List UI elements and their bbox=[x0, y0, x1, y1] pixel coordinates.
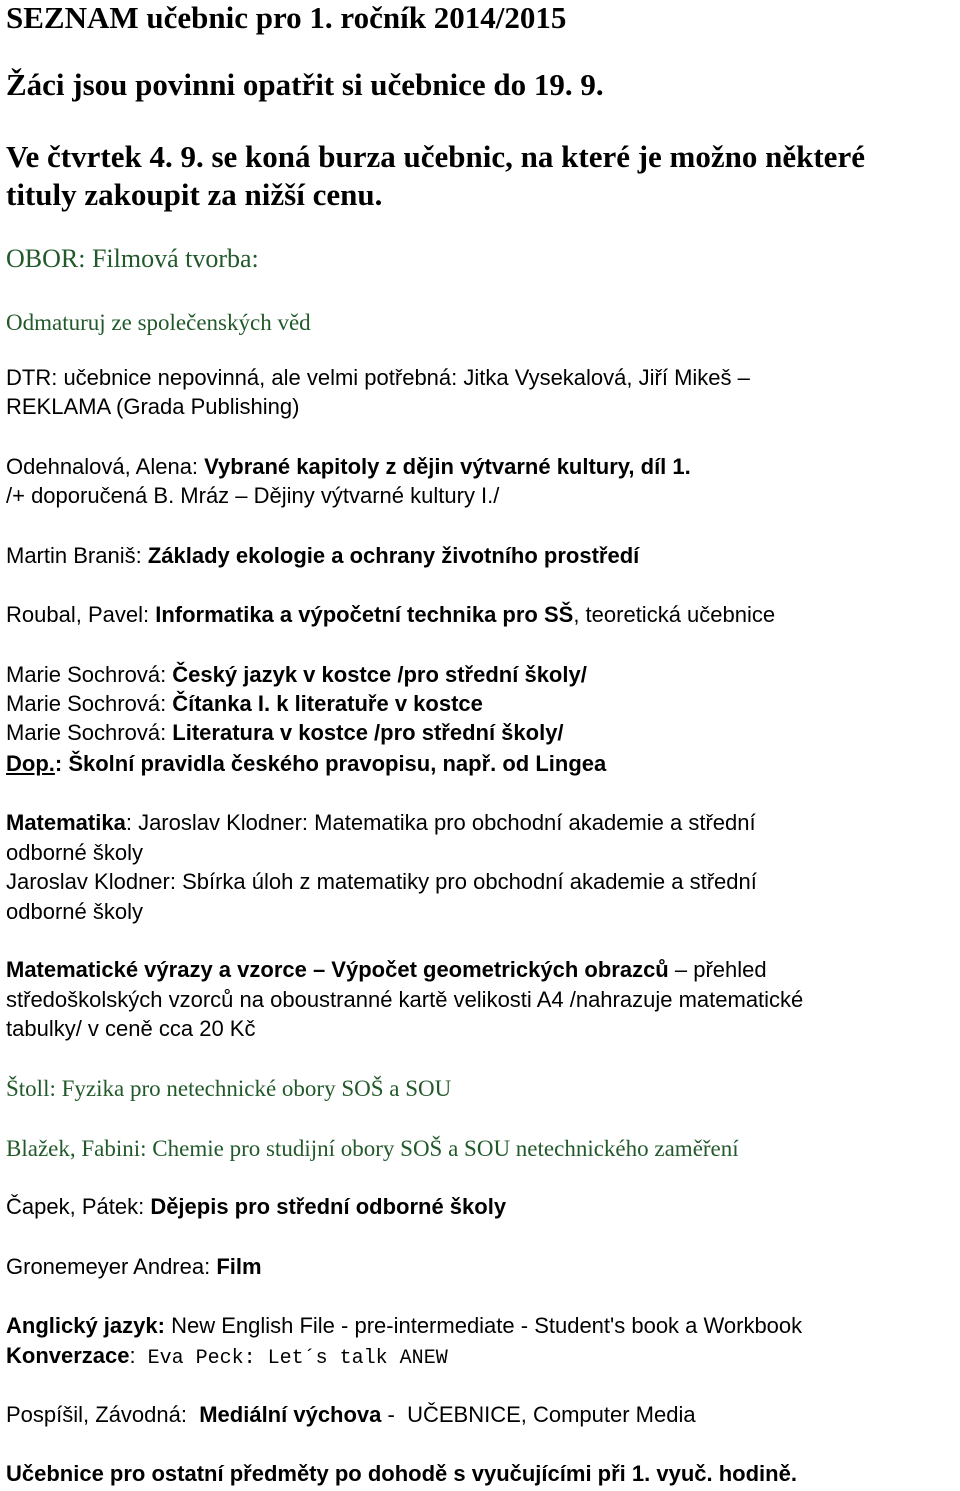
dejepis-line bbox=[6, 1194, 506, 1220]
vyrazy-title: Matematické výrazy a vzorce – Výpočet geometrických obrazců bbox=[6, 957, 669, 982]
roubal-suffix: , teoretická učebnice bbox=[573, 602, 776, 627]
film-line bbox=[6, 1254, 262, 1280]
branis-title: Základy ekologie a ochrany životního prostředí bbox=[147, 543, 640, 568]
branis-author: Martin Braniš: bbox=[6, 543, 148, 568]
odehnalova-line bbox=[6, 454, 691, 480]
burza-note-line1: Ve čtvrtek 4. 9. se koná burza učebnic, na které je možno některé bbox=[6, 139, 865, 174]
page-title: SEZNAM učebnic pro 1. ročník 2014/2015 bbox=[6, 0, 567, 35]
cestina-author3: Marie Sochrová: bbox=[6, 720, 173, 745]
matematika-line3: Jaroslav Klodner: Sbírka úloh z matematiky pro obchodní akademie a střední bbox=[6, 869, 757, 894]
konverzace-line bbox=[6, 1343, 448, 1370]
branis-line bbox=[6, 543, 639, 569]
dtr-line2: REKLAMA (Grada Publishing) bbox=[6, 394, 300, 419]
odehnalova-title: Vybrané kapitoly z dějin výtvarné kultury, díl 1. bbox=[204, 454, 691, 479]
roubal-line bbox=[6, 602, 775, 628]
film-author: Gronemeyer Andrea: bbox=[6, 1254, 217, 1279]
anglictina-label: Anglický jazyk: bbox=[6, 1313, 165, 1338]
matematika-line4: odborné školy bbox=[6, 899, 143, 924]
odehnalova-note: /+ doporučená B. Mráz – Dějiny výtvarné kultury I./ bbox=[6, 483, 500, 508]
medialni-line bbox=[6, 1402, 696, 1428]
medialni-authors: Pospíšil, Závodná: bbox=[6, 1402, 200, 1427]
anglictina-text: New English File - pre-intermediate - Student's book a Workbook bbox=[164, 1313, 803, 1338]
cestina-line2 bbox=[6, 691, 483, 717]
medialni-rest: - UČEBNICE, Computer Media bbox=[381, 1402, 696, 1427]
obor-heading: OBOR: Filmová tvorba: bbox=[6, 244, 259, 273]
deadline-note: Žáci jsou povinni opatřit si učebnice do 19. 9. bbox=[6, 67, 604, 102]
matematika-line1-rest: : Jaroslav Klodner: Matematika pro obchodní akademie a střední bbox=[125, 810, 756, 835]
odehnalova-author: Odehnalová, Alena: bbox=[6, 454, 205, 479]
cestina-line1 bbox=[6, 662, 587, 688]
anglictina-line bbox=[6, 1313, 802, 1339]
footer-note: Učebnice pro ostatní předměty po dohodě s vyučujícími při 1. vyuč. hodině. bbox=[6, 1461, 797, 1486]
dtr-line1: DTR: učebnice nepovinná, ale velmi potřebná: Jitka Vysekalová, Jiří Mikeš – bbox=[6, 365, 750, 390]
cestina-author2: Marie Sochrová: bbox=[6, 691, 173, 716]
matematika-line2: odborné školy bbox=[6, 840, 143, 865]
dejepis-authors: Čapek, Pátek: bbox=[6, 1194, 151, 1219]
dejepis-title: Dějepis pro střední odborné školy bbox=[150, 1194, 507, 1219]
vyrazy-line1 bbox=[6, 957, 767, 983]
vyrazy-rest: – přehled bbox=[668, 957, 767, 982]
dop-label: Dop. bbox=[6, 751, 55, 776]
film-title: Film bbox=[216, 1254, 262, 1279]
cestina-title1: Český jazyk v kostce /pro střední školy/ bbox=[172, 662, 587, 687]
cestina-title3: Literatura v kostce /pro střední školy/ bbox=[172, 720, 564, 745]
cestina-line3 bbox=[6, 720, 564, 746]
burza-note-line2: tituly zakoupit za nižší cenu. bbox=[6, 177, 383, 212]
matematika-label: Matematika bbox=[6, 810, 126, 835]
dop-text: : Školní pravidla českého pravopisu, např. od Lingea bbox=[54, 751, 607, 776]
odmaturuj-line: Odmaturuj ze společenských věd bbox=[6, 310, 311, 335]
konverzace-label: Konverzace bbox=[6, 1343, 130, 1368]
chemie-line bbox=[6, 1136, 739, 1162]
vyrazy-line3: tabulky/ v ceně cca 20 Kč bbox=[6, 1016, 256, 1041]
cestina-title2: Čítanka I. k literatuře v kostce bbox=[172, 691, 483, 716]
fyzika-line: Štoll: Fyzika pro netechnické obory SOŠ a SOU bbox=[6, 1076, 452, 1101]
konverzace-text: Eva Peck: Let´s talk ANEW bbox=[135, 1347, 448, 1370]
cestina-dop-line bbox=[6, 751, 606, 777]
chemie-authors: Blažek, Fabini: bbox=[6, 1136, 153, 1161]
roubal-title: Informatika a výpočetní technika pro SŠ bbox=[155, 602, 574, 627]
chemie-title: Chemie pro studijní obory SOŠ a SOU netechnického zaměření bbox=[152, 1136, 739, 1161]
vyrazy-line2: středoškolských vzorců na oboustranné kartě velikosti A4 /nahrazuje matematické bbox=[6, 987, 804, 1012]
matematika-line1 bbox=[6, 810, 756, 836]
konverzace-colon: : bbox=[129, 1343, 136, 1368]
cestina-author1: Marie Sochrová: bbox=[6, 662, 173, 687]
roubal-author: Roubal, Pavel: bbox=[6, 602, 156, 627]
medialni-title: Mediální výchova bbox=[199, 1402, 382, 1427]
